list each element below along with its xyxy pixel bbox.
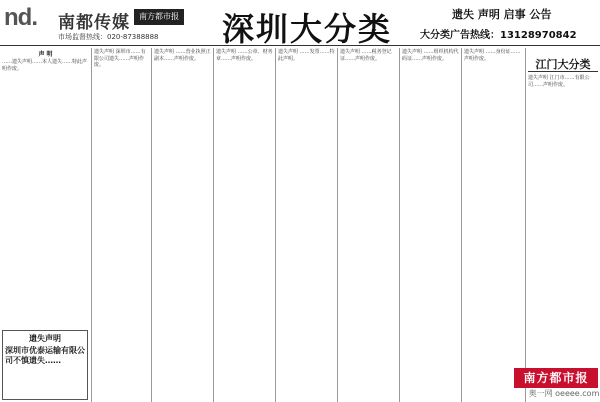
column-5 xyxy=(338,48,400,402)
column-3 xyxy=(214,48,276,402)
column-2 xyxy=(152,48,214,402)
site-watermark: 奥一网 oeeee.com xyxy=(528,389,600,398)
column-text: 遗失声明 ……组织机构代码证……声明作废。 xyxy=(402,49,459,62)
brand-name: 南都传媒 xyxy=(58,13,130,33)
column-6 xyxy=(400,48,462,402)
column-text: 遗失声明 ……身份证……声明作废。 xyxy=(464,49,521,62)
sub-brand-badge: 南方都市报 xyxy=(134,9,184,25)
column-4 xyxy=(276,48,338,402)
newspaper-logo: 南方都市报 xyxy=(514,368,598,388)
column-text: 遗失声明 深圳市……有限公司遗失……声明作废。 xyxy=(94,49,146,69)
brand-logo: nd. xyxy=(4,4,37,31)
column-text: 遗失声明 ……营业执照正副本……声明作废。 xyxy=(154,49,211,62)
column-text: 遗失声明 ……发票……特此声明。 xyxy=(278,49,335,62)
ad-hotline: 大分类广告热线：13128970842 xyxy=(420,30,577,41)
column-text: 遗失声明 江门市……有限公司……声明作废。 xyxy=(528,75,590,88)
column-text: ……遗失声明……本人遗失……特此声明作废。 xyxy=(2,59,88,72)
column-7 xyxy=(462,48,526,402)
notice-title: 遗失 声明 启事 公告 xyxy=(452,8,552,21)
supervision-hotline: 市场监督热线：020-87388888 xyxy=(58,33,159,41)
column-head: 声 明 xyxy=(38,51,53,58)
column-right xyxy=(526,48,600,402)
column-1 xyxy=(92,48,152,402)
column-text: 遗失声明 ……公章、财务章……声明作废。 xyxy=(216,49,273,62)
ad-body: 深圳市优泰运输有限公司不慎遗失…… xyxy=(5,346,85,365)
left-ad-box xyxy=(2,330,88,400)
column-text: 遗失声明 ……税务登记证……声明作废。 xyxy=(340,49,392,62)
masthead xyxy=(0,0,600,46)
page-title: 深圳大分类 xyxy=(222,10,393,48)
jiangmen-section-title: 江门大分类 xyxy=(528,56,598,72)
ad-head: 遗失声明 xyxy=(29,334,61,343)
